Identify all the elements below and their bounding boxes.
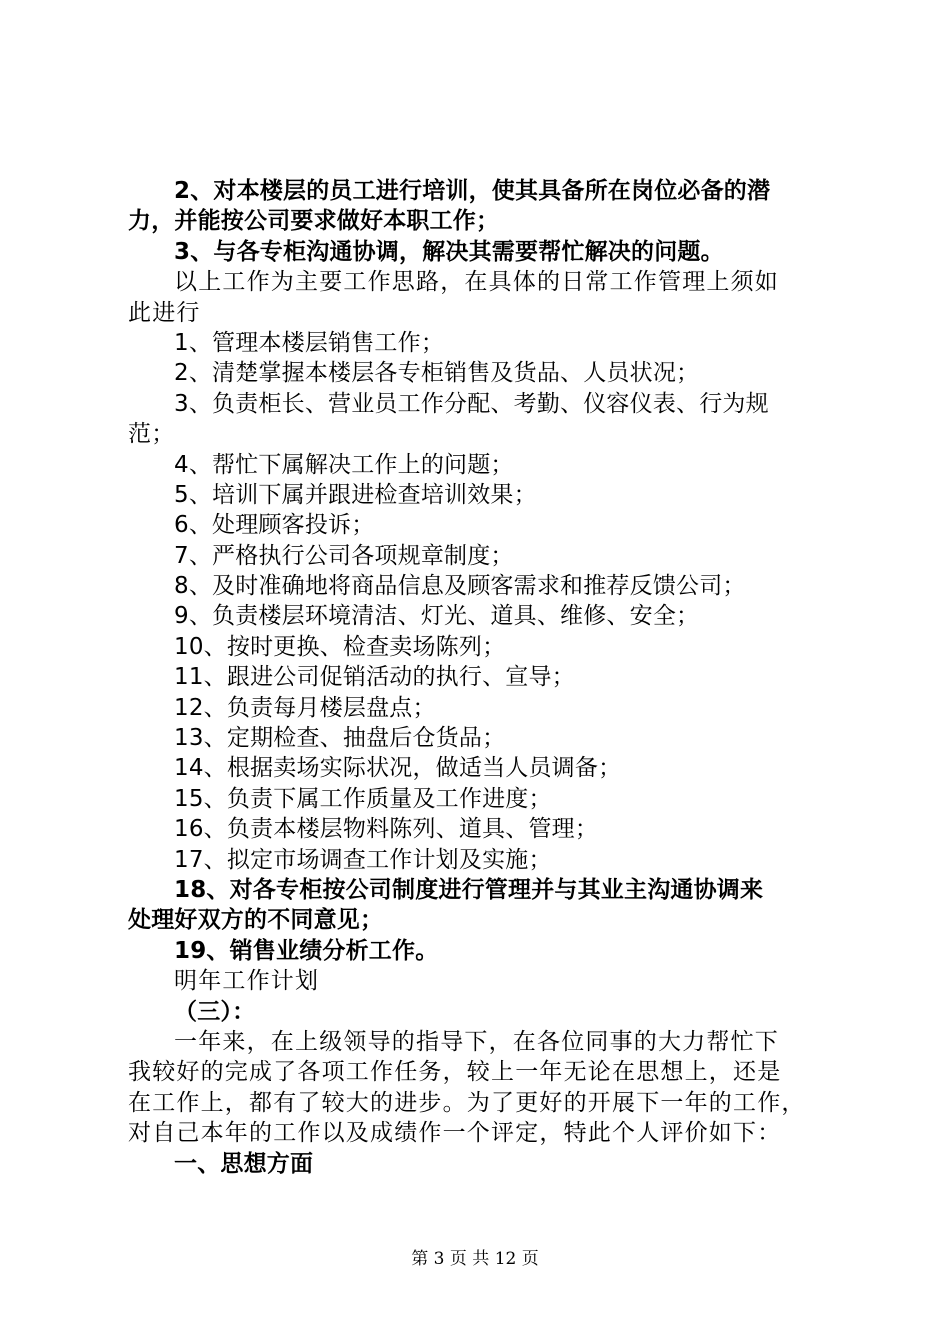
list-item: 12、负责每月楼层盘点； [174, 694, 436, 721]
list-item: 5、培训下属并跟进检查培训效果； [174, 481, 537, 508]
list-item: 4、帮忙下属解决工作上的问题； [174, 451, 514, 478]
list-item: 11、跟进公司促销活动的执行、宣导； [174, 664, 575, 691]
text-line: 3、与各专柜沟通协调，解决其需要帮忙解决的问题。 [174, 238, 724, 265]
list-item: 17、拟定市场调查工作计划及实施； [174, 846, 552, 873]
list-item: 19、销售业绩分析工作。 [174, 937, 439, 964]
list-item-continuation: 范； [128, 421, 175, 448]
list-item: 2、清楚掌握本楼层各专柜销售及货品、人员状况； [174, 360, 700, 387]
list-item: 1、管理本楼层销售工作； [174, 329, 445, 356]
list-item: 15、负责下属工作质量及工作进度； [174, 785, 552, 812]
list-item: 16、负责本楼层物料陈列、道具、管理； [174, 816, 599, 843]
list-item: 14、根据卖场实际状况，做适当人员调备； [174, 755, 622, 782]
list-item: 9、负责楼层环境清洁、灯光、道具、维修、安全； [174, 603, 700, 630]
text-line: 力，并能按公司要求做好本职工作； [128, 208, 500, 235]
list-item: 10、按时更换、检查卖场陈列； [174, 633, 506, 660]
list-item: 6、处理顾客投诉； [174, 512, 375, 539]
paragraph-line: 我较好的完成了各项工作任务，较上一年无论在思想上，还是 [128, 1059, 782, 1086]
section-heading: 明年工作计划 [174, 968, 320, 995]
subsection-heading: 一、思想方面 [174, 1150, 314, 1177]
list-item: 13、定期检查、抽盘后仓货品； [174, 725, 506, 752]
page-footer: 第 3 页 共 12 页 [411, 1249, 539, 1269]
paragraph-line: 一年来，在上级领导的指导下，在各位同事的大力帮忙下 [174, 1028, 779, 1055]
text-line: 2、对本楼层的员工进行培训，使其具备所在岗位必备的潜 [174, 178, 771, 204]
paragraph-line: 对自己本年的工作以及成绩作一个评定，特此个人评价如下： [128, 1120, 782, 1147]
list-item: 18、对各专柜按公司制度进行管理并与其业主沟通协调来 [174, 876, 764, 903]
list-item: 8、及时准确地将商品信息及顾客需求和推荐反馈公司； [174, 573, 746, 600]
list-item-continuation: 处理好双方的不同意见； [128, 907, 384, 934]
document-body [128, 176, 834, 1179]
list-item: 3、负责柜长、营业员工作分配、考勤、仪容仪表、行为规 [174, 390, 769, 417]
text-line: 此进行 [128, 299, 201, 326]
text-line: 以上工作为主要工作思路，在具体的日常工作管理上须如 [174, 269, 779, 296]
paragraph-line: 在工作上，都有了较大的进步。为了更好的开展下一年的工作， [128, 1089, 806, 1116]
list-item: 7、严格执行公司各项规章制度； [174, 542, 514, 569]
section-number: （三）： [174, 998, 256, 1025]
